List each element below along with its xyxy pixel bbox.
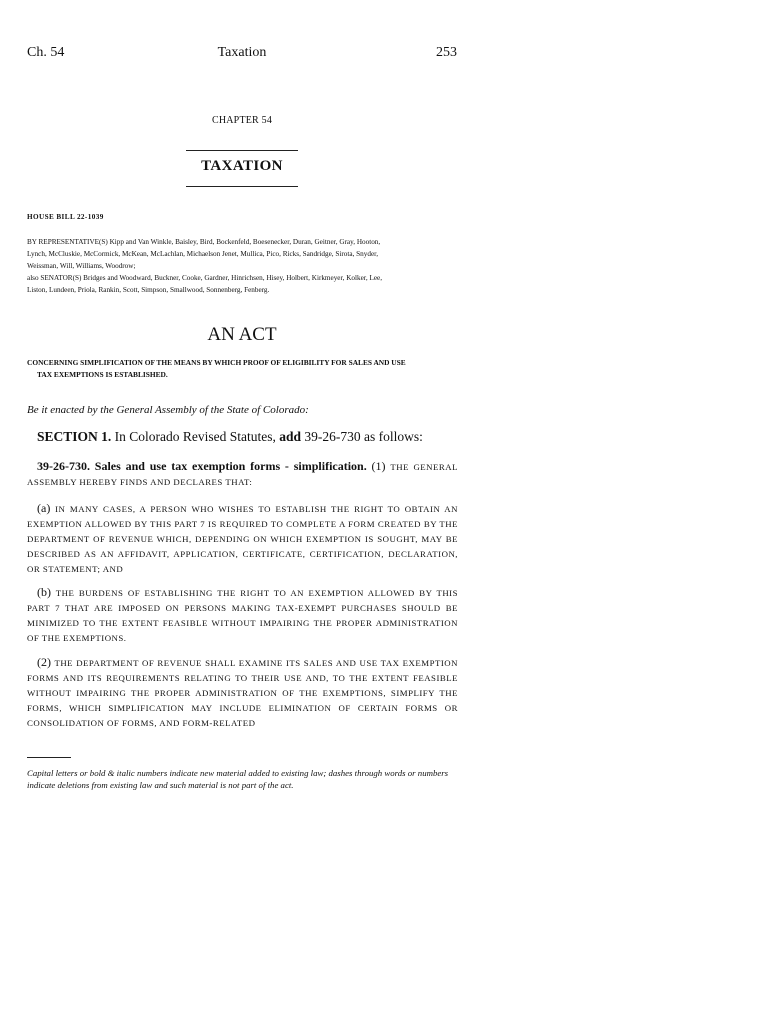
subsection-label: (1) xyxy=(366,459,391,473)
paragraph-text: THE DEPARTMENT OF REVENUE SHALL EXAMINE ITS SALES AND USE TAX EXEMPTION FORMS AND ITS REQUIREMENTS RELATING TO THEIR USE AND, TO THE EXTENT FEASIBLE WITHOUT IMPAIRING THE PROPER ADMINISTRATION OF THE EXEMPTIONS, SIMPLIFY THE FORMS, WHICH SIMPLIFICATION MAY INCLUDE ELIMINATION OF CERTAIN FORMS OR CONSOLIDATION OF FORMS, AND FORM-RELATED xyxy=(27,658,459,728)
paragraph-label: (b) xyxy=(37,585,56,599)
chapter-label: CHAPTER 54 xyxy=(211,115,273,126)
subsection-2 xyxy=(27,655,458,731)
section-label: SECTION 1. xyxy=(37,429,112,444)
sponsors-line: Weissman, Will, Williams, Woodrow; xyxy=(27,262,136,270)
footnote: Capital letters or bold & italic numbers indicate new material added to existing law; dashes through words or numbers indicate deletions from existing law and such material is not part of the act. xyxy=(27,768,449,790)
act-heading: AN ACT xyxy=(207,324,277,345)
section-add-keyword: add xyxy=(279,429,302,444)
sponsors-line: Lynch, McCluskie, McCormick, McKean, McLachlan, Michaelson Jenet, Mullica, Pico, Ricks, Sandridge, Sirota, Snyder, xyxy=(27,250,379,258)
sponsors-line: BY REPRESENTATIVE(S) Kipp and Van Winkle, Baisley, Bird, Bockenfeld, Boesenecker, Duran, Geitner, Gray, Hooton, xyxy=(27,238,381,246)
bill-number: HOUSE BILL 22-1039 xyxy=(27,213,104,221)
footnote-rule xyxy=(27,757,71,758)
paragraph-text: THE BURDENS OF ESTABLISHING THE RIGHT TO AN EXEMPTION ALLOWED BY THIS PART 7 THAT ARE IMPOSED ON PERSONS MAKING TAX-EXEMPT PURCHASES SHOULD BE MINIMIZED TO THE EXTENT FEASIBLE WITHOUT IMPAIRING THE PROPER ADMINISTRATION OF THE EXEMPTIONS. xyxy=(27,588,458,643)
concerning-line: CONCERNING SIMPLIFICATION OF THE MEANS BY WHICH PROOF OF ELIGIBILITY FOR SALES AND USE xyxy=(27,358,406,367)
subsection-text: THE GENERAL ASSEMBLY HEREBY FINDS AND DECLARES THAT: xyxy=(27,462,458,487)
statute-subsection-1 xyxy=(27,459,458,490)
sponsors-block xyxy=(27,236,459,296)
paragraph-label: (a) xyxy=(37,501,56,515)
running-header-title: Taxation xyxy=(217,45,267,60)
statute-heading: 39-26-730. Sales and use tax exemption forms - simplification. xyxy=(37,459,367,473)
enacting-clause: Be it enacted by the General Assembly of the State of Colorado: xyxy=(27,404,309,416)
paragraph-text: IN MANY CASES, A PERSON WHO WISHES TO ESTABLISH THE RIGHT TO OBTAIN AN EXEMPTION ALLOWED BY THIS PART 7 IS REQUIRED TO COMPLETE A FORM CREATED BY THE DEPARTMENT OF REVENUE WHICH, DEPENDING ON WHICH EXEMPTION IS SOUGHT, MAY BE DESCRIBED AS AN AFFIDAVIT, APPLICATION, CERTIFICATE, CERTIFICATION, DECLARATION, OR STATEMENT; AND xyxy=(27,504,458,574)
title-top-rule xyxy=(186,150,298,151)
section-text: In Colorado Revised Statutes, xyxy=(111,429,280,444)
concerning-clause xyxy=(27,357,459,381)
title-bottom-rule xyxy=(186,186,298,187)
paragraph-a xyxy=(27,501,458,577)
sponsors-line: also SENATOR(S) Bridges and Woodward, Buckner, Cooke, Gardner, Hinrichsen, Hisey, Holbert, Kirkmeyer, Kolker, Lee, xyxy=(27,274,383,282)
sponsors-line: Liston, Lundeen, Priola, Rankin, Scott, Simpson, Smallwood, Sonnenberg, Fenberg. xyxy=(27,286,270,294)
concerning-line: TAX EXEMPTIONS IS ESTABLISHED. xyxy=(37,370,168,379)
page-number: 253 xyxy=(436,45,457,60)
chapter-title: TAXATION xyxy=(201,158,283,174)
paragraph-label: (2) xyxy=(37,655,55,669)
running-header-chapter: Ch. 54 xyxy=(27,45,65,60)
paragraph-b xyxy=(27,585,458,646)
section-1 xyxy=(37,429,423,445)
section-text: 39-26-730 as follows: xyxy=(301,429,423,444)
